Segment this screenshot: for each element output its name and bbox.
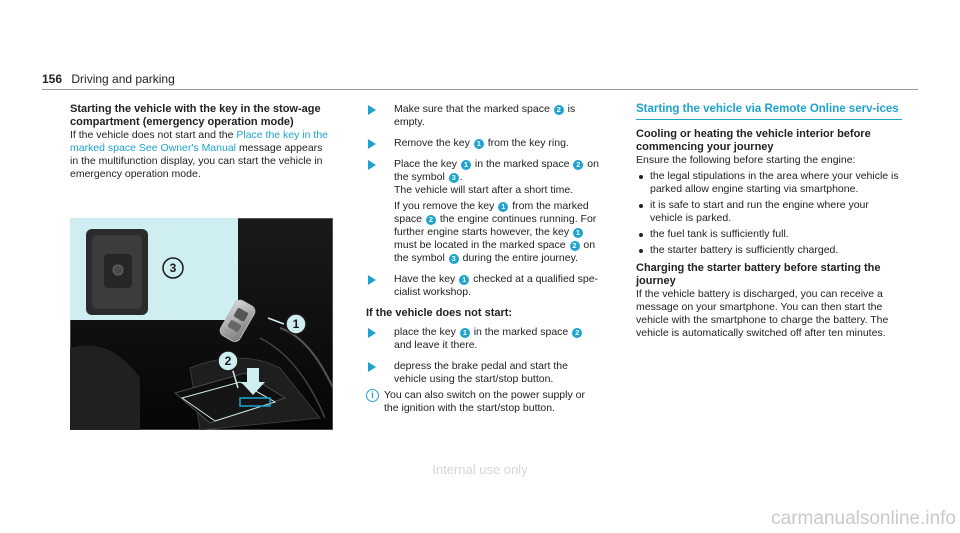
- step-1: Make sure that the marked space 2 is empty.: [366, 103, 602, 129]
- no-start-heading: If the vehicle does not start:: [366, 307, 513, 319]
- badge-2: 2: [570, 241, 580, 251]
- left-column: [70, 103, 332, 181]
- emergency-heading: Starting the vehicle with the key in the stow-age compartment (emergency operation mode): [70, 103, 321, 128]
- watermark: Internal use only: [432, 462, 528, 477]
- step-arrow-icon: [368, 275, 376, 285]
- cooling-heating-heading: Cooling or heating the vehicle interior before commencing your journey: [636, 128, 871, 153]
- bullet-item: the starter battery is sufficiently charged.: [636, 244, 902, 257]
- section-rule: [636, 119, 902, 120]
- emergency-intro: If the vehicle does not start and the Place the key in the marked space See Owner's Manual message appears in the multifunction display, you can start the vehicle in emergency operation mode.: [70, 129, 328, 180]
- badge-3: 3: [449, 254, 459, 264]
- step-2: Remove the key 1 from the key ring.: [366, 137, 602, 150]
- badge-3: 3: [449, 173, 459, 183]
- badge-2: 2: [426, 215, 436, 225]
- badge-1: 1: [459, 275, 469, 285]
- cooling-intro: Ensure the following before starting the engine:: [636, 154, 856, 166]
- no-start-step-1: place the key 1 in the marked space 2 and leave it there.: [366, 326, 602, 352]
- no-start-step-2: depress the brake pedal and start the vehicle using the start/stop button.: [366, 360, 602, 386]
- step-3: Place the key 1 in the marked space 2 on the symbol 3 . The vehicle will start after a short time. If you remove the key 1 from the marked space 2 the engine continues running. For further engine starts however, the key 1 must be located in the marked space 2 on the symbol 3 during the entire journey.: [366, 158, 602, 265]
- callout-1: 1: [292, 317, 300, 331]
- badge-1: 1: [474, 139, 484, 149]
- key-compartment-figure: [70, 218, 333, 430]
- page-number: 156: [42, 72, 63, 86]
- info-note: i You can also switch on the power supply or the ignition with the start/stop button.: [366, 389, 602, 415]
- badge-2: 2: [573, 160, 583, 170]
- remote-services-title: Starting the vehicle via Remote Online serv-ices: [636, 103, 899, 115]
- middle-column: [366, 103, 602, 423]
- right-column: [636, 103, 902, 340]
- callout-3: 3: [169, 261, 177, 275]
- charging-heading: Charging the starter battery before starting the journey: [636, 262, 881, 287]
- step-arrow-icon: [368, 160, 376, 170]
- badge-1: 1: [460, 328, 470, 338]
- step-arrow-icon: [368, 362, 376, 372]
- step-arrow-icon: [368, 139, 376, 149]
- header-rule: [42, 89, 918, 90]
- callout-2: 2: [224, 354, 232, 368]
- bullet-item: it is safe to start and run the engine where your vehicle is parked.: [636, 199, 902, 225]
- step-arrow-icon: [368, 328, 376, 338]
- badge-1: 1: [461, 160, 471, 170]
- step-3-result: The vehicle will start after a short time.: [394, 184, 574, 196]
- step-4: Have the key 1 checked at a qualified spe-cialist workshop.: [366, 273, 602, 299]
- badge-2: 2: [554, 105, 564, 115]
- charging-text: If the vehicle battery is discharged, you can receive a message on your smartphone. You can then start the vehicle with the smartphone to charge the battery. The vehicle is automatically switched off after ten minutes.: [636, 288, 889, 339]
- badge-2: 2: [572, 328, 582, 338]
- step-arrow-icon: [368, 105, 376, 115]
- bullet-item: the legal stipulations in the area where your vehicle is parked allow engine starting via smartphone.: [636, 170, 902, 196]
- chapter-title: Driving and parking: [71, 72, 175, 86]
- bullet-item: the fuel tank is sufficiently full.: [636, 228, 902, 241]
- info-icon: i: [366, 389, 379, 402]
- badge-1: 1: [498, 202, 508, 212]
- page-header: [42, 72, 175, 86]
- badge-1: 1: [573, 228, 583, 238]
- step-3-note: If you remove the key 1 from the marked space 2 the engine continues running. For further engine starts however, the key 1 must be located in the marked space 2 on the symbol 3 during the entire journey.: [394, 200, 597, 264]
- footer-site: carmanualsonline.info: [771, 508, 956, 529]
- figure-illustration: [70, 218, 333, 430]
- display-message-link[interactable]: Place the key in the marked space See Owner's Manual: [70, 129, 328, 154]
